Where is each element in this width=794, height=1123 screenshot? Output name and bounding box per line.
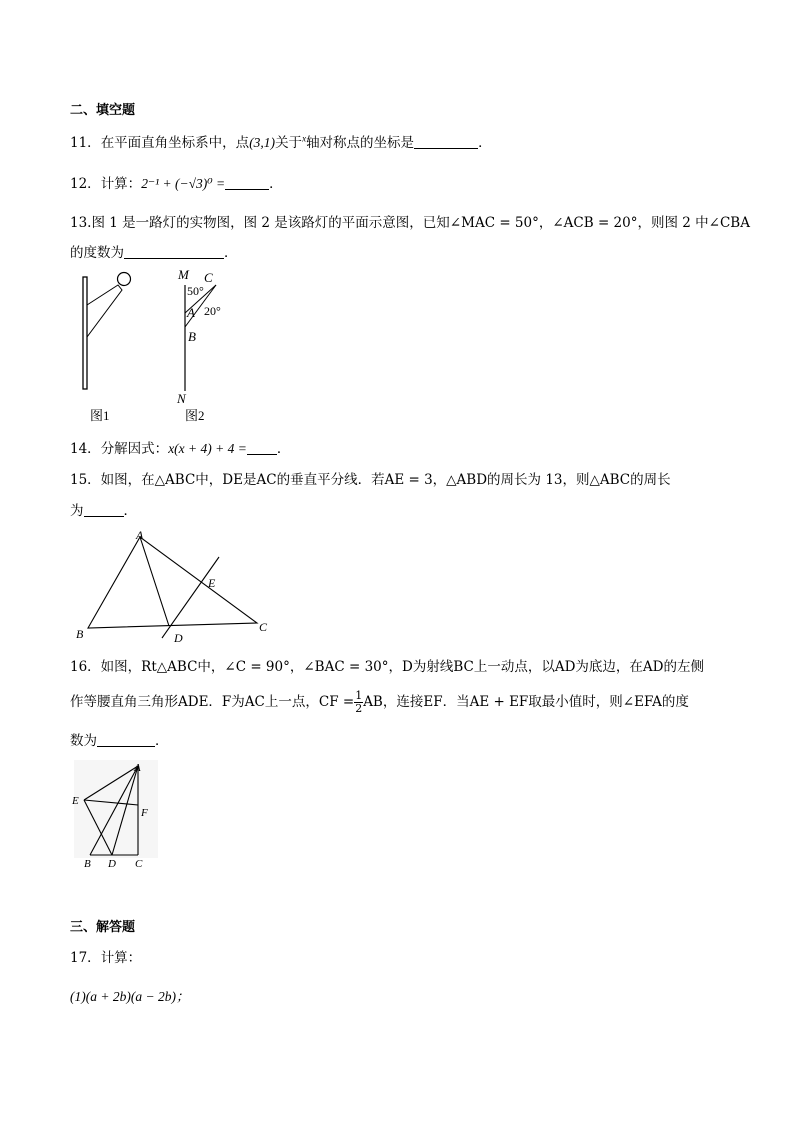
q12-end: ． xyxy=(269,176,283,192)
label-N: N xyxy=(177,391,186,406)
q16-line2-a: 作等腰直角三角形ADE．F为AC上一点，CF = xyxy=(70,694,355,710)
label-C: C xyxy=(204,270,213,285)
q16-line2 xyxy=(70,690,689,715)
q14-answer-blank[interactable] xyxy=(247,441,277,455)
lamp-arm xyxy=(87,285,122,337)
q15-line1: 15．如图，在△ABC中，DE是AC的垂直平分线．若AE = 3，△ABD的周长为 13，则△ABC的周长 xyxy=(70,472,671,488)
triangle-ABC xyxy=(88,537,257,628)
segment-AD xyxy=(140,537,169,626)
label-A: A xyxy=(187,305,195,320)
q11-answer-blank[interactable] xyxy=(414,135,478,149)
q13-answer-blank[interactable] xyxy=(124,245,224,259)
q13-line1: 13.图 1 是一路灯的实物图，图 2 是该路灯的平面示意图，已知∠MAC = 50°，∠ACB = 20°，则图 2 中∠CBA xyxy=(70,215,750,231)
label-E: E xyxy=(72,795,79,807)
q11-number: 11． xyxy=(70,135,101,151)
q12-expression: 2⁻¹ + (−√3)⁰ = xyxy=(141,176,226,191)
question-17 xyxy=(70,946,141,966)
q12-text-a: 计算： xyxy=(100,176,142,192)
lamp-head-icon xyxy=(118,273,131,286)
q14-expression: x(x + 4) + 4 = xyxy=(168,441,247,456)
q16-prompt: 数为 xyxy=(70,733,97,749)
question-14 xyxy=(70,437,290,457)
q16-line1: 16．如图，Rt△ABC中，∠C = 90°，∠BAC = 30°，D为射线BC上一动点，以AD为底边，在AD的左侧 xyxy=(70,659,704,675)
q11-text-c: 轴对称点的坐标是 xyxy=(306,135,415,151)
q14-number: 14． xyxy=(70,441,101,457)
label-B: B xyxy=(188,329,196,344)
q12-number: 12． xyxy=(70,176,101,192)
label-B: B xyxy=(76,627,84,641)
label-A: A xyxy=(134,762,141,774)
lamp-pole xyxy=(83,277,87,389)
fraction-denominator: 2 xyxy=(355,702,363,715)
label-M: M xyxy=(178,267,189,282)
fig1-caption: 图1 xyxy=(90,408,110,423)
q16-fraction xyxy=(354,690,363,715)
q13-line2 xyxy=(70,241,238,261)
q11-text-b: 关于 xyxy=(275,135,303,151)
q15-prompt: 为 xyxy=(70,503,84,519)
label-E: E xyxy=(208,576,216,590)
q13-prompt: 的度数为 xyxy=(70,245,124,261)
q11-point: (3,1) xyxy=(249,135,276,150)
label-C: C xyxy=(259,620,268,634)
perp-bisector-DE xyxy=(162,557,219,638)
label-C: C xyxy=(135,858,143,870)
q11-axis: x xyxy=(302,133,307,144)
q14-end: ． xyxy=(276,441,291,457)
label-B: B xyxy=(84,858,91,870)
q14-text-a: 分解因式： xyxy=(100,441,169,457)
q15-end: ． xyxy=(123,503,137,519)
q15-figure xyxy=(70,525,280,647)
q11-text-a: 在平面直角坐标系中，点 xyxy=(100,135,250,151)
question-12 xyxy=(70,172,283,192)
q11-end: ． xyxy=(478,135,492,151)
q17-text: 计算： xyxy=(100,950,142,966)
q13-figure xyxy=(70,265,270,425)
label-D: D xyxy=(108,858,116,870)
fraction-numerator: 1 xyxy=(355,689,363,702)
angle-20: 20° xyxy=(204,304,221,318)
q13-end: ． xyxy=(224,245,238,261)
q16-answer-blank[interactable] xyxy=(97,733,155,747)
q12-answer-blank[interactable] xyxy=(225,176,269,190)
section-title-fill-blank: 二、填空题 xyxy=(70,103,136,118)
q16-line3 xyxy=(70,729,169,749)
q15-answer-blank[interactable] xyxy=(84,503,124,517)
q17-part1: (1)(a + 2b)(a − 2b)； xyxy=(70,989,190,1004)
q16-figure xyxy=(70,758,180,874)
q16-end: ． xyxy=(155,733,169,749)
q15-line2 xyxy=(70,499,137,519)
question-11 xyxy=(70,131,492,151)
section-title-solve: 三、解答题 xyxy=(70,920,136,935)
fig2-caption: 图2 xyxy=(185,408,205,423)
label-D: D xyxy=(174,631,183,645)
label-F: F xyxy=(141,807,148,819)
q16-line2-b: AB，连接EF．当AE + EF取最小值时，则∠EFA的度 xyxy=(363,694,689,710)
q17-number: 17． xyxy=(70,950,101,966)
label-A: A xyxy=(136,528,144,542)
angle-50: 50° xyxy=(187,284,204,298)
